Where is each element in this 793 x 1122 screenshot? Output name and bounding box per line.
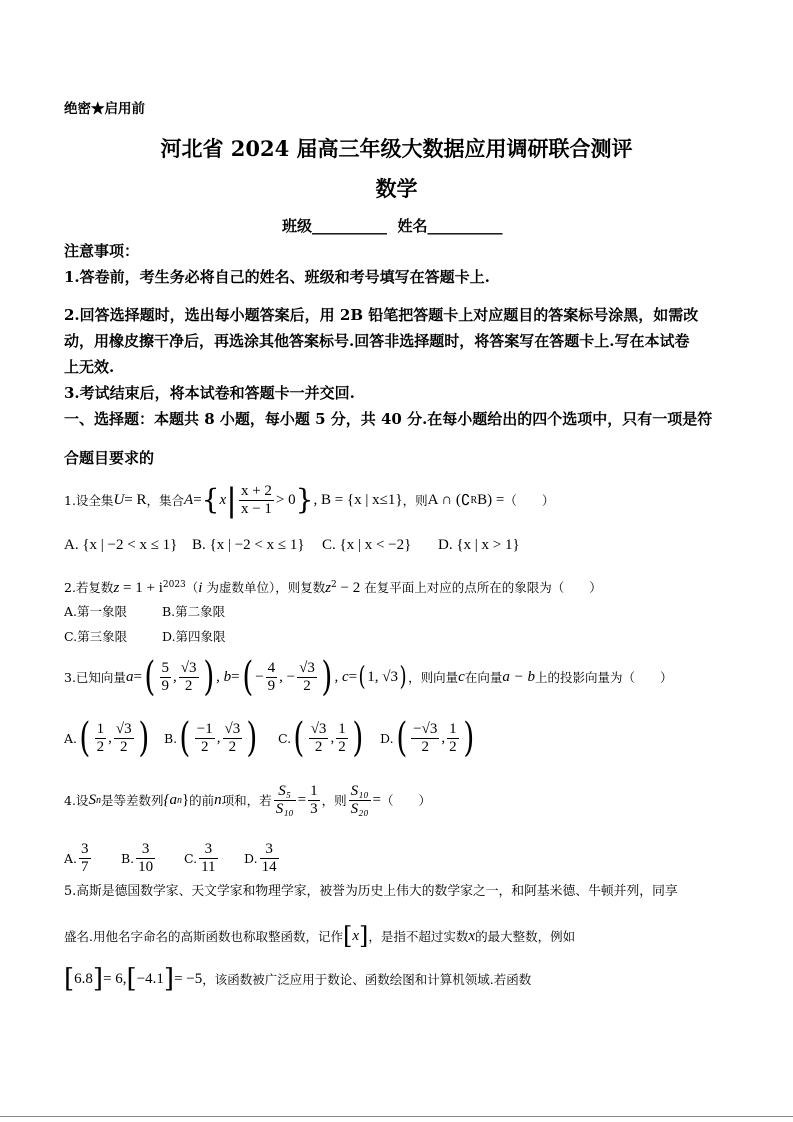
notice-item-3: 3.考试结束后，将本试卷和答题卡一并交回. [64, 384, 355, 402]
q2-option-d[interactable]: D.第四象限 [162, 629, 226, 644]
class-blank[interactable]: __________ [312, 217, 388, 235]
section-1-line-2: 合题目要求的 [64, 449, 155, 467]
question-5-line-1: 5.高斯是德国数学家、天文学家和物理学家，被誉为历史上伟大的数学家之一，和阿基米德、牛顿并列，同享 [64, 884, 678, 899]
notice-item-2-line-1: 2.回答选择题时，选出每小题答案后，用 2B 铅笔把答题卡上对应题目的答案标号涂黑，如需改 [64, 306, 699, 324]
class-label: 班级 [282, 217, 313, 235]
q2-option-b[interactable]: B.第二象限 [162, 604, 226, 619]
page-title: 河北省 2024 届高三年级大数据应用调研联合测评 [160, 136, 633, 161]
q1-option-c[interactable]: C. {x | x < −2} [322, 537, 412, 553]
question-5-line-3: [ 6.8 ] = 6, [ −4.1 ] = −5 ，该函数被广泛应用于数论、函数绘图和计算机领域.若函数 [64, 964, 532, 994]
name-label: 姓名 [397, 217, 428, 235]
q3-option-b[interactable]: B. ( $\frac{-1}{2}$ , $\frac{√3}{2}$ ) [164, 715, 258, 761]
q1-option-b[interactable]: B. {x | −2 < x ≤ 1} [192, 537, 305, 553]
notice-item-2-line-3: 上无效. [64, 358, 115, 376]
q1-option-d[interactable]: D. {x | x > 1} [438, 537, 520, 553]
secret-label: 绝密★启用前 [64, 101, 145, 117]
q1-fraction: $\frac{x + 2}{x - 1}$ [240, 482, 272, 517]
class-name-line [282, 215, 502, 236]
q4-option-a[interactable]: A. $\frac{3}{7}$ [64, 840, 89, 875]
notice-item-2-line-2: 动，用橡皮擦干净后，再选涂其他答案标号.回答非选择题时，将答案写在答题卡上.写在本试卷 [64, 332, 690, 350]
q3-option-c[interactable]: C. ( $\frac{√3}{2}$ , $\frac{1}{2}$ ) [278, 715, 363, 761]
q1-option-a[interactable]: A. {x | −2 < x ≤ 1} [64, 537, 178, 553]
q3-option-d[interactable]: D. ( $\frac{-√3}{2}$ , $\frac{1}{2}$ ) [380, 715, 474, 761]
q4-option-d[interactable]: D. $\frac{3}{14}$ [244, 840, 277, 875]
question-4-stem: 4.设 S n 是等差数列 {a n } 的前 n 项和，若 $\frac{\text{S₅}}{\text{S₁₀}}$ = $\frac{1}{3}$ ，则 $\frac{\text{S₁₀}}{\text{S₂₀}}$ = （ ） [64, 782, 432, 817]
subject-title: 数学 [375, 176, 418, 201]
question-5-line-2: 盛名.用他名字命名的高斯函数也称取整函数，记作 [ x ] ，是指不超过实数 x 的最大整数，例如 [64, 922, 576, 950]
name-blank[interactable]: __________ [427, 217, 503, 235]
q2-option-c[interactable]: C.第三象限 [64, 629, 128, 644]
q3-option-a[interactable]: A. ( $\frac{1}{2}$ , $\frac{√3}{2}$ ) [64, 715, 149, 761]
q2-option-a[interactable]: A.第一象限 [64, 604, 128, 619]
notice-heading: 注意事项： [64, 242, 140, 260]
page-bottom-rule [0, 1116, 793, 1117]
q4-option-c[interactable]: C. $\frac{3}{11}$ [184, 840, 216, 875]
section-1-line-1: 一、选择题：本题共 8 小题，每小题 5 分，共 40 分.在每小题给出的四个选项中，只有一项是符 [64, 410, 713, 428]
question-3-stem: 3.已知向量 a = ( $\frac{5}{9}$ , $\frac{√3}{2}$ ) , b = ( − $\frac{4}{9}$ , − $\frac{√3}{2}$ ) , c = ( 1, √3 ) ，则向量 c 在向量 a − b 上的投影向量为（ ） [64, 654, 673, 700]
notice-item-1: 1.答卷前，考生务必将自己的姓名、班级和考号填写在答题卡上. [64, 268, 490, 286]
q4-option-b[interactable]: B. $\frac{3}{10}$ [121, 840, 154, 875]
question-1-stem: 1.设全集 U = R ，集合 A = { x | $\frac{x + 2}{x - 1}$ > 0 } , B = {x | x ≤ 1} ，则 A ∩ ( ∁ R B) = （ ） [64, 481, 555, 519]
question-2-stem: 2.若复数$z = 1 + i^{2023}(i$ 为虚数单位），则复数$z^2 - 2$ 在复平面上对应的点所在的象限为（ ） [64, 579, 602, 596]
